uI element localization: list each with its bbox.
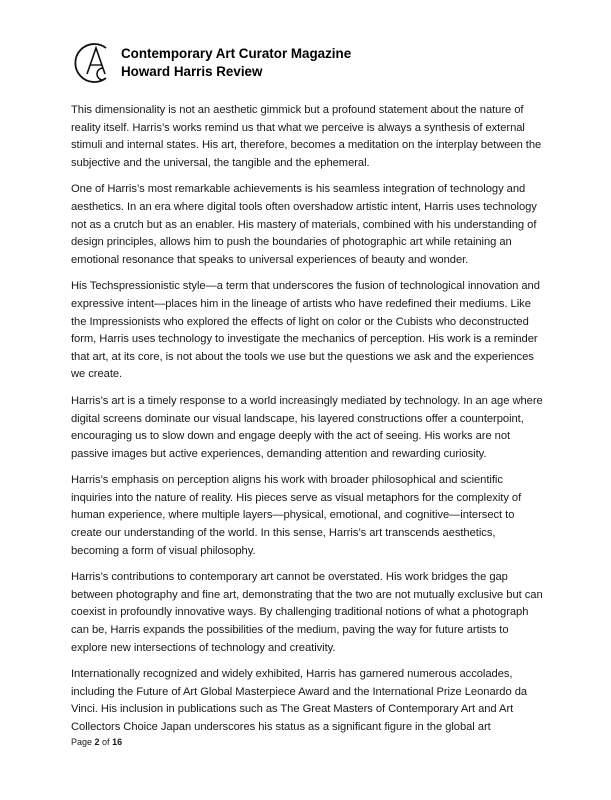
page-header bbox=[70, 40, 351, 86]
page-number bbox=[71, 737, 122, 747]
paragraph: Harris’s emphasis on perception aligns his work with broader philosophical and scientific inquiries into the nature of reality. His pieces serve as visual metaphors for the complexity of human experience, where multiple layers—physical, emotional, and cognitive—intersect to create our understanding of the world. In this sense, Harris’s art transcends aesthetics, becoming a form of visual philosophy. bbox=[71, 474, 522, 557]
article-body bbox=[71, 102, 543, 746]
review-subtitle: Howard Harris Review bbox=[121, 64, 263, 79]
paragraph: This dimensionality is not an aesthetic gimmick but a profound statement about the nature of reality itself. Harris’s works remind us that what we perceive is always a synthesis of external stimuli and internal states. His art, therefore, becomes a meditation on the interplay between the subjective and the universal, the tangible and the ephemeral. bbox=[71, 104, 542, 169]
page-separator: of bbox=[99, 737, 113, 747]
publication-title: Contemporary Art Curator Magazine bbox=[121, 46, 352, 61]
paragraph: Harris’s contributions to contemporary art cannot be overstated. His work bridges the gap between photography and fine art, demonstrating that the two are not mutually exclusive but can coexist in profoundly innovative ways. By challenging traditional notions of what a photograph can be, Harris expands the possibilities of the medium, paving the way for future artists to explore new intersections of technology and creativity. bbox=[71, 571, 543, 654]
paragraph: One of Harris’s most remarkable achievements is his seamless integration of technology and aesthetics. In an era where digital tools often overshadow artistic intent, Harris uses technology not as a crutch but as an enabler. His mastery of materials, combined with his understanding of design principles, allows him to push the boundaries of photographic art while retaining an emotional resonance that speaks to universal experiences of beauty and wonder. bbox=[71, 183, 537, 266]
page-total: 16 bbox=[112, 737, 123, 747]
ca-monogram-icon bbox=[70, 40, 116, 86]
page-current: 2 bbox=[94, 737, 100, 747]
paragraph: Harris’s art is a timely response to a world increasingly mediated by technology. In an age where digital screens dominate our visual landscape, his layered constructions offer a counterpoint, encouraging us to slow down and engage deeply with the act of seeing. His works are not passive images but active experiences, demanding attention and rewarding curiosity. bbox=[71, 394, 543, 460]
paragraph: Internationally recognized and widely exhibited, Harris has garnered numerous accolades, including the Future of Art Global Masterpiece Award and the International Prize Leonardo da Vinci. His inclusion in publications such as The Great Masters of Contemporary Art and Art Collectors Choice Japan underscores his status as a significant figure in the global art bbox=[71, 668, 528, 733]
header-titles bbox=[121, 45, 351, 81]
page-prefix: Page bbox=[71, 737, 95, 747]
paragraph: His Techspressionistic style—a term that underscores the fusion of technological innovation and expressive intent—places him in the lineage of artists who have redefined their mediums. Like the Impressionists who explored the effects of light on color or the Cubists who deconstructed form, Harris uses technology to investigate the mechanics of perception. His work is a reminder that art, at its core, is not about the tools we use but the questions we ask and the experiences we create. bbox=[71, 280, 540, 381]
